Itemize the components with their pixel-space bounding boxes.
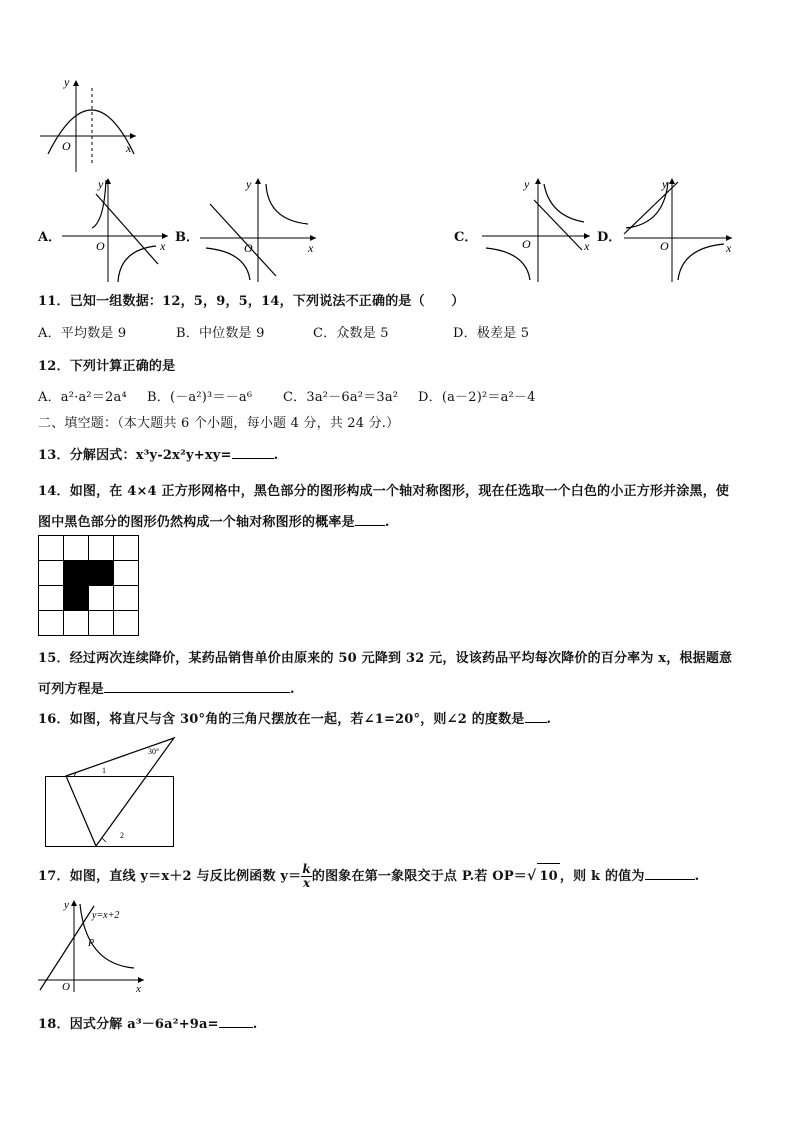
q11-option-a: A．平均数是 9 — [38, 326, 127, 341]
axis-y-label: y — [64, 76, 70, 89]
axis-x-label: x — [126, 141, 132, 155]
svg-text:O: O — [244, 241, 253, 255]
q11-stem: 11．已知一组数据：12，5，9，5，14，下列说法不正确的是（ ） — [38, 294, 465, 309]
q12-option-a: A．a²·a²＝2a⁴ — [38, 390, 127, 405]
svg-text:O: O — [96, 239, 105, 253]
q17-sqrt: 10 — [537, 863, 560, 890]
svg-text:x: x — [308, 241, 314, 255]
q12-option-d: D．(a－2)²＝a²－4 — [418, 390, 536, 405]
q15-line1: 15．经过两次连续降价，某药品销售单价由原来的 50 元降到 32 元，设该药品平均每次降价的百分率为 x，根据题意 — [38, 651, 733, 666]
q17-fraction: $\frac{k}{x}$ — [302, 862, 311, 890]
q11-option-d: D．极差是 5 — [453, 326, 530, 341]
svg-text:x: x — [726, 241, 732, 255]
point-p-label: P — [88, 938, 95, 949]
svg-text:x: x — [160, 239, 166, 253]
q10-option-a-graph — [60, 176, 172, 284]
svg-text:O: O — [62, 981, 70, 993]
q16: 16．如图，将直尺与含 30°角的三角尺摆放在一起，若∠1=20°，则∠2 的度数是 . — [38, 712, 552, 727]
q10-option-b-graph — [196, 176, 320, 284]
q16-ruler-triangle-figure — [40, 734, 180, 850]
q17-answer-blank[interactable] — [645, 867, 695, 880]
q14-grid-figure — [38, 535, 140, 637]
svg-text:y: y — [246, 177, 252, 191]
svg-text:y: y — [98, 177, 104, 191]
q13: 13．分解因式：x³y-2x²y+xy= . — [38, 448, 279, 463]
q11-option-c: C．众数是 5 — [313, 326, 389, 341]
q10-option-d-graph — [620, 176, 736, 284]
q10-option-b-label: B． — [175, 230, 199, 245]
q17-line-hyperbola-figure — [36, 898, 148, 994]
q12-stem: 12．下列计算正确的是 — [38, 359, 176, 374]
origin-label: O — [62, 139, 71, 153]
svg-text:O: O — [522, 237, 531, 251]
q17: 17．如图，直线 y＝x＋2 与反比例函数 y＝ $\frac{k}{x}$ 的图象在第一象限交于点 P.若 OP＝√ 10 ，则 k 的值为 . — [38, 862, 700, 890]
q10-parabola-figure — [38, 76, 140, 174]
q11-option-b: B．中位数是 9 — [176, 326, 265, 341]
svg-text:y: y — [524, 177, 530, 191]
q10-option-c-graph — [478, 176, 594, 284]
q12-option-c: C．3a²－6a²＝3a² — [283, 390, 399, 405]
q13-answer-blank[interactable] — [232, 446, 274, 459]
svg-text:y: y — [64, 899, 69, 911]
q13-text: 13．分解因式：x³y-2x²y+xy= — [38, 448, 232, 463]
q15-answer-blank[interactable] — [104, 680, 290, 693]
svg-text:x: x — [136, 983, 141, 994]
q18-answer-blank[interactable] — [219, 1015, 253, 1028]
angle-30-label: 30° — [148, 747, 160, 756]
svg-text:O: O — [660, 239, 669, 253]
q14-line2: 图中黑色部分的图形仍然构成一个轴对称图形的概率是 . — [38, 515, 390, 530]
q10-option-c-label: C． — [454, 230, 478, 245]
line-equation-label: y=x+2 — [92, 910, 120, 921]
q16-answer-blank[interactable] — [525, 710, 547, 723]
q14-line1: 14．如图，在 4×4 正方形网格中，黑色部分的图形构成一个轴对称图形，现在任选取一个白色的小正方形并涂黑，使 — [38, 484, 730, 499]
q14-answer-blank[interactable] — [355, 513, 385, 526]
q10-option-d-label: D． — [597, 230, 622, 245]
q10-option-a-label: A． — [38, 230, 62, 245]
q15-line2: 可列方程是 . — [38, 682, 295, 697]
svg-text:y: y — [662, 177, 668, 191]
angle-1-label: 1 — [102, 766, 106, 775]
svg-text:x: x — [584, 239, 590, 253]
section-fill-in-heading: 二、填空题：（本大题共 6 个小题，每小题 4 分，共 24 分.） — [38, 416, 400, 431]
angle-2-label: 2 — [120, 831, 124, 840]
q12-option-b: B．(－a²)³＝－a⁶ — [147, 390, 253, 405]
q18: 18．因式分解 a³－6a²+9a= . — [38, 1017, 258, 1032]
